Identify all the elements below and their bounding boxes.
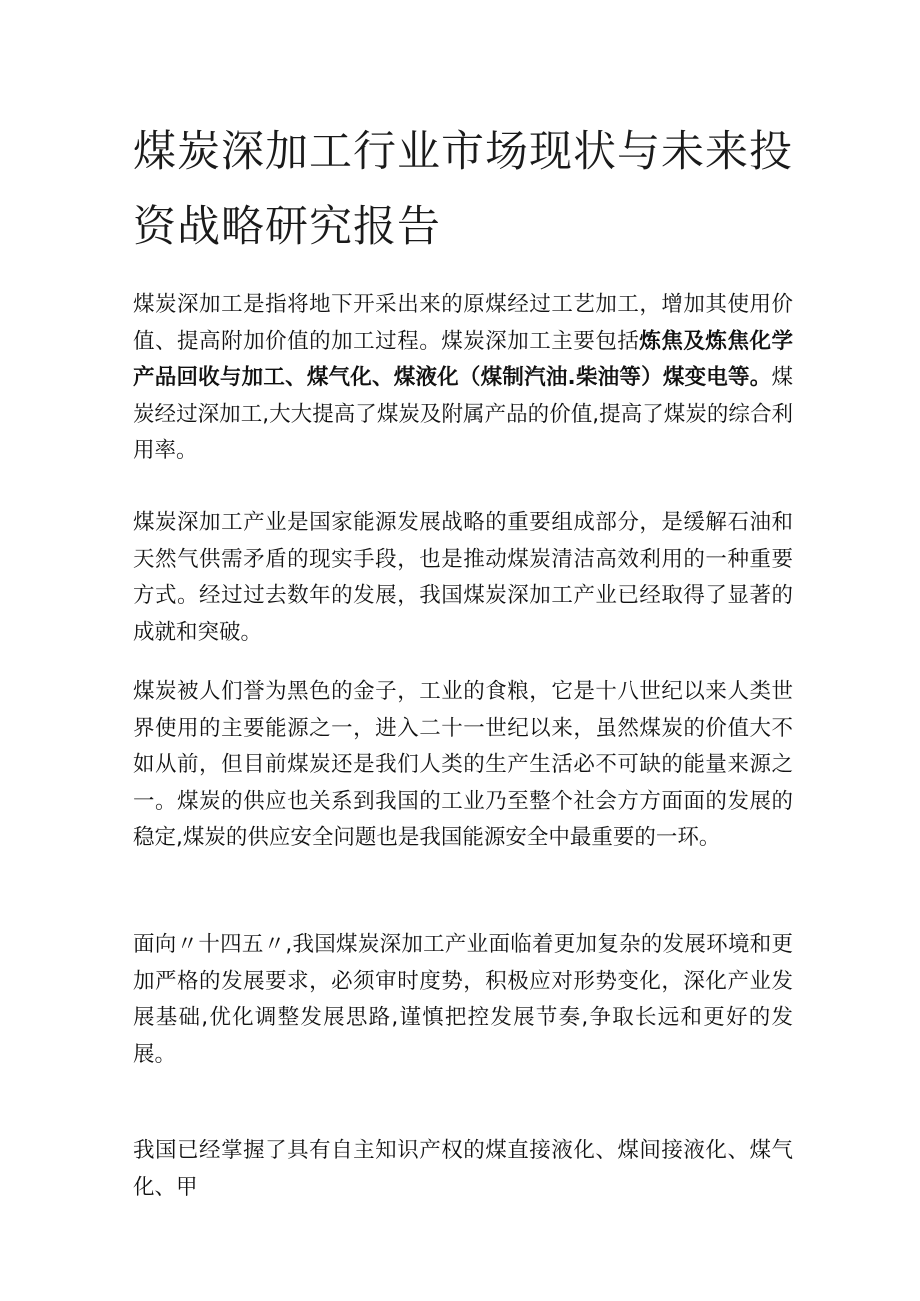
paragraph-coal-energy-role: 煤炭被人们誉为黑色的金子，工业的食粮，它是十八世纪以来人类世界使用的主要能源之一，进入二十一世纪以来，虽然煤炭的价值大不如从前，但目前煤炭还是我们人类的生产生活必不可缺的能量来源之一。煤炭的供应也关系到我国的工业乃至整个社会方方面面的发展的稳定,煤炭的供应安全问题也是我国能源安全中最重要的一环。 [133, 679, 793, 850]
paragraph-1-lead-text: 煤炭深加工是指将地下开采出来的原煤经过工艺加工，增加其使用价值、提高附加价值的加工过程。煤炭深加工主要包括 [133, 292, 793, 354]
paragraph-industry-importance: 煤炭深加工产业是国家能源发展战略的重要组成部分，是缓解石油和天然气供需矛盾的现实手段，也是推动煤炭清洁高效利用的一种重要方式。经过过去数年的发展，我国煤炭深加工产业已经取得了显著的成就和突破。 [133, 510, 793, 645]
paragraph-1-bold-products: 炼焦及炼焦化学产品回收与加工、煤气化、煤液化（煤制汽油.柴油等）煤变电等。 [133, 328, 793, 390]
document-title: 煤炭深加工行业市场现状与未来投资战略研究报告 [133, 127, 793, 252]
paragraph-fourteenth-five-year-plan: 面向〃十四五〃,我国煤炭深加工产业面临着更加复杂的发展环境和更加严格的发展要求，必须审时度势，积极应对形势变化，深化产业发展基础,优化调整发展思路,谨慎把控发展节奏,争取长远和更好的发展。 [133, 932, 793, 1067]
paragraph-technology-mastery: 我国已经掌握了具有自主知识产权的煤直接液化、煤间接液化、煤气化、甲 [133, 1138, 793, 1200]
paragraph-coal-deep-processing-definition [133, 287, 793, 470]
paragraph-1-closing-text: 煤炭经过深加工,大大提高了煤炭及附属产品的价值,提高了煤炭的综合利用率。 [133, 365, 793, 463]
